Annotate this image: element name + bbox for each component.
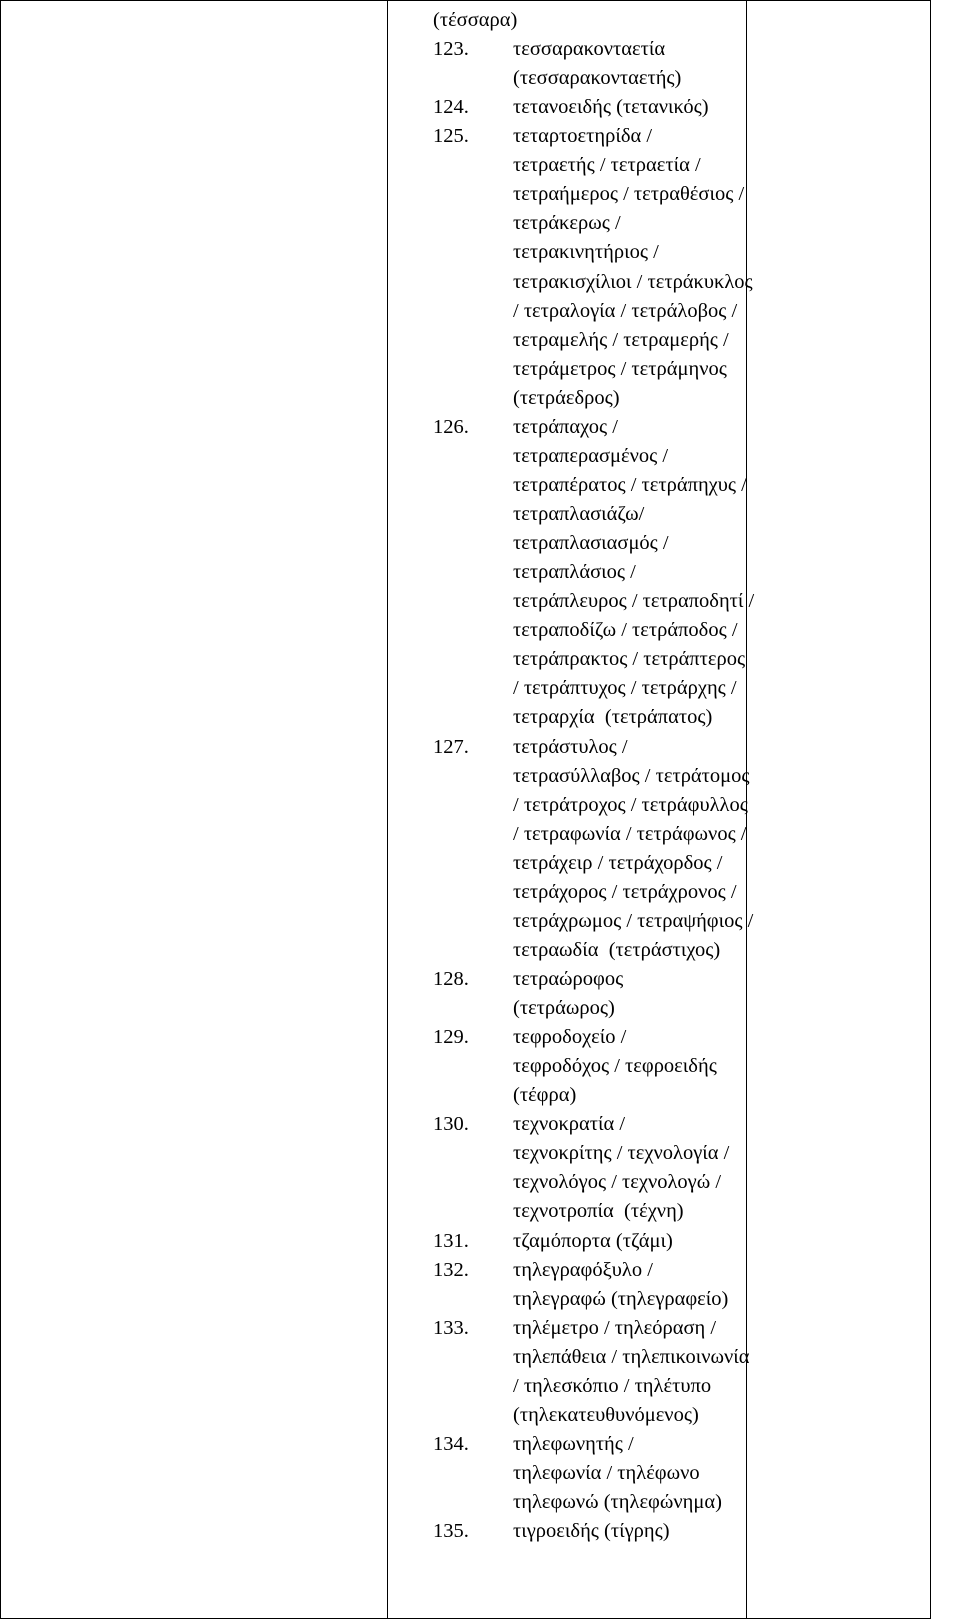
empty-left-cell (1, 1, 388, 1619)
entry-number: 126. (433, 415, 469, 438)
entry-text: τετραπερασμένος / (513, 444, 669, 467)
entry-text: (τετράεδρος) (513, 386, 620, 409)
entry-number: 132. (433, 1258, 469, 1281)
entry-text: τεχνοκρίτης / τεχνολογία / (513, 1142, 730, 1165)
entry-text: τεχνοκρατία / (513, 1113, 626, 1136)
entry-text: (τέσσαρα) (433, 9, 518, 31)
entry-text: τηλεφωνία / τηλέφωνο (513, 1462, 700, 1484)
entry-text: τιγροειδής (τίγρης) (513, 1520, 670, 1543)
entry-text: τετράχειρ / τετράχορδος / (513, 851, 723, 874)
entry-text: τηλέμετρο / τηλεόραση / (513, 1316, 717, 1339)
entry-number: 125. (433, 125, 469, 148)
entry-number: 129. (433, 1026, 469, 1049)
entry-text: τετραώροφος (513, 967, 624, 990)
entry-text: τετράστυλος / (513, 735, 628, 758)
entry-text: τετραπλάσιος / (513, 561, 636, 584)
entry-text: (τεσσαρακονταετής) (513, 67, 682, 90)
entry-text: τετράπρακτος / τετράπτερος (513, 648, 746, 671)
entry-text: / τετραφωνία / τετράφωνος / (513, 822, 747, 845)
entry-number: 128. (433, 967, 469, 990)
entry-first-line (433, 5, 517, 35)
entry-number: 123. (433, 38, 469, 61)
entry-number: 135. (433, 1520, 469, 1543)
entry-text: τεσσαρακονταετία (513, 38, 666, 61)
entry-text: τετράχρωμος / τετραψήφιος / (513, 909, 754, 932)
entry-number: 131. (433, 1229, 469, 1252)
entry-text: τετράμετρος / τετράμηνος (513, 357, 727, 380)
entry-number: 127. (433, 735, 469, 758)
entry-text: τεχνολόγος / τεχνολογώ / (513, 1171, 722, 1194)
entry-text: τηλεγραφόξυλο / (513, 1258, 653, 1281)
entry-text: τετρακινητήριος / (513, 241, 659, 264)
entry-text: τετράχορος / τετράχρονος / (513, 880, 737, 903)
entry-number: 124. (433, 96, 469, 119)
entry-number: 134. (433, 1432, 469, 1455)
entry-text: τετράκερως / (513, 212, 621, 235)
entry-text: τετράπλευρος / τετραποδητί / (513, 590, 755, 613)
entry-text: τεφροδόχος / τεφροειδής (513, 1055, 717, 1078)
entry-text: τετραπλασιάζω/ (513, 503, 645, 526)
empty-right-cell (747, 1, 931, 1619)
entry-text: (τετράωρος) (513, 997, 615, 1020)
entry-text: τετραποδίζω / τετράποδος / (513, 619, 738, 642)
entry-text: τετραπέρατος / τετράπηχυς / (513, 473, 747, 496)
entry-text: τηλεφωνώ (τηλεφώνημα) (513, 1491, 722, 1514)
entry-text: τετράπαχος / (513, 415, 618, 438)
entry-text: τετραετής / τετραετία / (513, 154, 701, 177)
entry-text: τηλεφωνητής / (513, 1432, 634, 1455)
entry-text: (τέφρα) (513, 1084, 577, 1107)
entry-text: / τετράπτυχος / τετράρχης / (513, 677, 737, 700)
entry-text: τετραωδία (τετράστιχος) (513, 938, 721, 961)
entry-number: 130. (433, 1113, 469, 1136)
entry-text: / τηλεσκόπιο / τηλέτυπο (513, 1374, 712, 1397)
entry-list-cell (388, 1, 755, 1619)
entry-text: τηλεπάθεια / τηλεπικοινωνία (513, 1345, 750, 1368)
entry-text: τετραρχία (τετράπατος) (513, 706, 713, 729)
entry-text: τζαμόπορτα (τζάμι) (513, 1229, 673, 1252)
entry-text: τετραμελής / τετραμερής / (513, 328, 729, 351)
entry-text: / τετράτροχος / τετράφυλλος (513, 793, 748, 816)
entry-text: τεφροδοχείο / (513, 1026, 627, 1049)
entry-text: τετρακισχίλιοι / τετράκυκλος (513, 270, 753, 293)
entry-text: τετραήμερος / τετραθέσιος / (513, 183, 745, 206)
entry-text: / τετραλογία / τετράλοβος / (513, 299, 738, 322)
table-row (1, 1, 931, 1619)
entry-text: τεταρτοετηρίδα / (513, 125, 653, 148)
entry-number: 133. (433, 1316, 469, 1339)
entry-text: τηλεγραφώ (τηλεγραφείο) (513, 1287, 729, 1310)
entry-text: τετραπλασιασμός / (513, 532, 669, 555)
entry-text: τετανοειδής (τετανικός) (513, 96, 709, 119)
entry-text: τεχνοτροπία (τέχνη) (513, 1200, 684, 1223)
entry-text: τετρασύλλαβος / τετράτομος (513, 764, 750, 787)
entry-text: (τηλεκατευθυνόμενος) (513, 1403, 699, 1426)
